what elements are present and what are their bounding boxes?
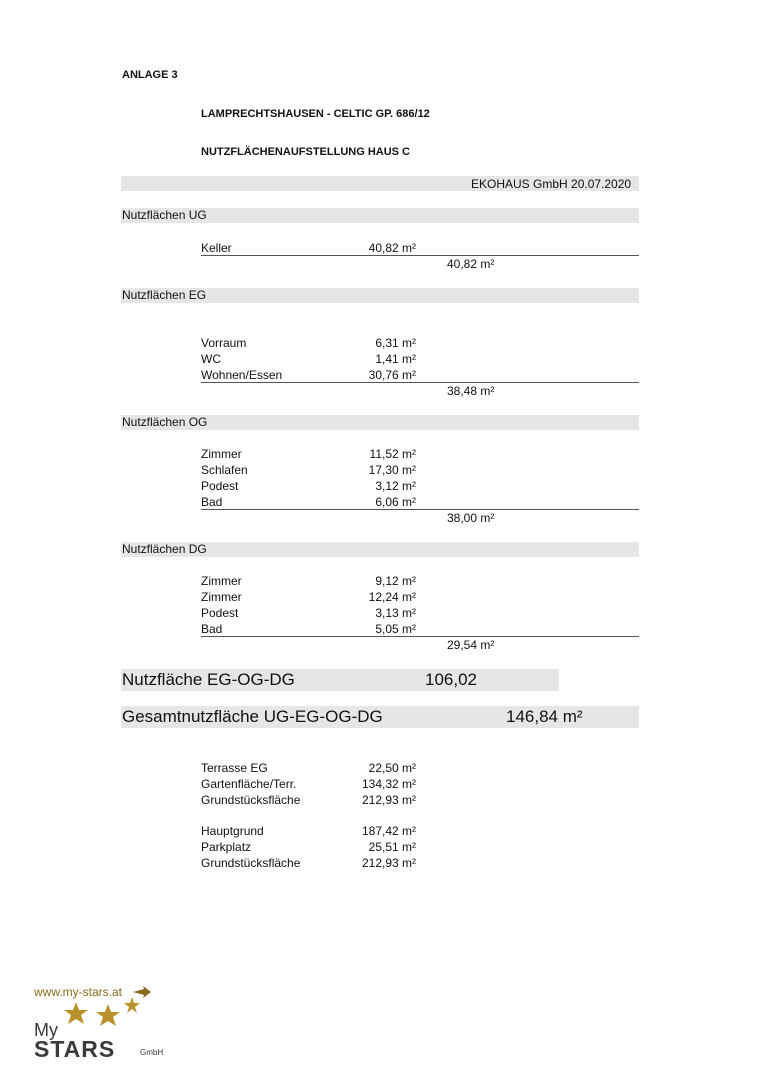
total-eg-og-dg-label: Nutzfläche EG-OG-DG bbox=[122, 670, 295, 689]
item-value: 3,12 m² bbox=[375, 479, 416, 493]
section-title-ug: Nutzflächen UG bbox=[122, 208, 207, 222]
item-label: Keller bbox=[201, 241, 232, 255]
logo-stars: STARS bbox=[34, 1036, 116, 1062]
total-all-label: Gesamtnutzfläche UG-EG-OG-DG bbox=[122, 707, 383, 726]
extra-label: Grundstücksfläche bbox=[201, 856, 301, 870]
item-value: 12,24 m² bbox=[368, 590, 416, 604]
item-label: Podest bbox=[201, 479, 239, 493]
total-all-value bbox=[506, 707, 583, 727]
item-value: 6,06 m² bbox=[375, 495, 416, 509]
item-label: Podest bbox=[201, 606, 239, 620]
section-subtotal-dg: 29,54 m² bbox=[447, 638, 495, 652]
subtotal-rule bbox=[201, 636, 639, 637]
extra-value: 22,50 m² bbox=[368, 761, 416, 775]
extra-value: 25,51 m² bbox=[368, 840, 416, 854]
extra-label: Parkplatz bbox=[201, 840, 252, 854]
section-title-og: Nutzflächen OG bbox=[122, 415, 208, 429]
project-title: LAMPRECHTSHAUSEN - CELTIC GP. 686/12 bbox=[201, 108, 430, 120]
extra-label: Grundstücksfläche bbox=[201, 793, 301, 807]
logo-url: www.my-stars.at bbox=[34, 985, 123, 999]
anlage-label: ANLAGE 3 bbox=[122, 69, 178, 81]
item-value: 30,76 m² bbox=[368, 368, 416, 382]
total-all-unit: m² bbox=[562, 707, 583, 726]
section-subtotal-ug: 40,82 m² bbox=[447, 257, 495, 271]
item-value: 1,41 m² bbox=[375, 352, 416, 366]
section-subtotal-og: 38,00 m² bbox=[447, 511, 495, 525]
item-label: Zimmer bbox=[201, 590, 242, 604]
section-title-dg: Nutzflächen DG bbox=[122, 542, 207, 556]
item-label: Schlafen bbox=[201, 463, 248, 477]
extra-value: 187,42 m² bbox=[361, 824, 416, 838]
item-value: 11,52 m² bbox=[369, 447, 416, 461]
item-label: Vorraum bbox=[201, 336, 247, 350]
total-eg-og-dg-value: 106,02 bbox=[425, 670, 477, 689]
section-subtotal-eg: 38,48 m² bbox=[447, 384, 495, 398]
item-label: Zimmer bbox=[201, 447, 242, 461]
item-value: 3,13 m² bbox=[375, 606, 416, 620]
extra-value: 134,32 m² bbox=[361, 777, 416, 791]
item-value: 5,05 m² bbox=[375, 622, 416, 636]
item-value: 17,30 m² bbox=[368, 463, 416, 477]
item-label: WC bbox=[201, 352, 221, 366]
subtotal-rule bbox=[201, 255, 639, 256]
subtotal-rule bbox=[201, 509, 639, 510]
company-logo bbox=[28, 980, 188, 1070]
extra-label: Terrasse EG bbox=[201, 761, 268, 775]
subtotal-rule bbox=[201, 382, 639, 383]
item-value: 9,12 m² bbox=[375, 574, 416, 588]
extra-label: Gartenfläche/Terr. bbox=[201, 777, 297, 791]
extra-value: 212,93 m² bbox=[361, 856, 416, 870]
item-label: Zimmer bbox=[201, 574, 242, 588]
logo-my: My bbox=[34, 1020, 58, 1040]
section-title-eg: Nutzflächen EG bbox=[122, 288, 207, 302]
item-label: Bad bbox=[201, 622, 223, 636]
logo-stars-icon bbox=[58, 994, 148, 1034]
item-value: 40,82 m² bbox=[368, 241, 416, 255]
extra-value: 212,93 m² bbox=[361, 793, 416, 807]
extra-label: Hauptgrund bbox=[201, 824, 264, 838]
total-all-number: 146,84 bbox=[506, 707, 558, 726]
item-value: 6,31 m² bbox=[375, 336, 416, 350]
item-label: Wohnen/Essen bbox=[201, 368, 283, 382]
company-date: EKOHAUS GmbH 20.07.2020 bbox=[471, 177, 632, 191]
logo-gmbh: GmbH bbox=[140, 1048, 164, 1057]
document-title: NUTZFLÄCHENAUFSTELLUNG HAUS C bbox=[201, 146, 410, 158]
item-label: Bad bbox=[201, 495, 223, 509]
